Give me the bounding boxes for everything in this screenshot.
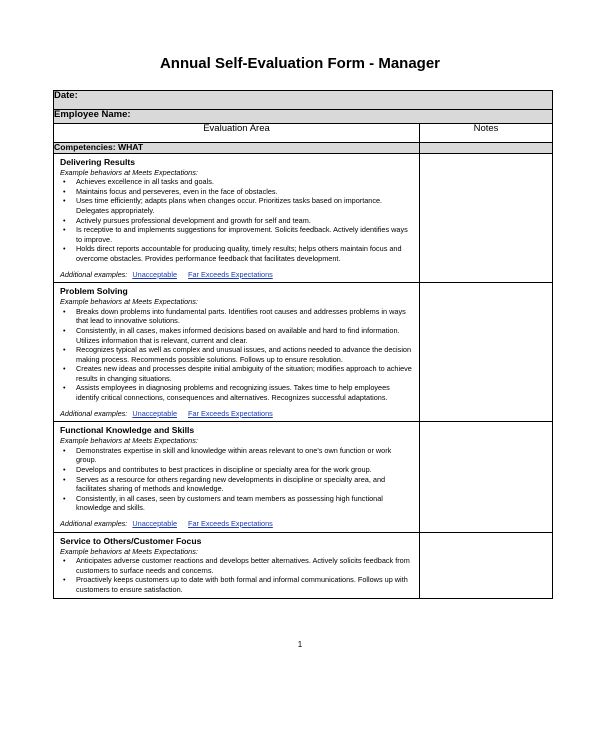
list-item: • Recognizes typical as well as complex and unusual issues, and actions needed to advance the decision making process. Recommends possible solutions. Follows up to ensure resolution. [76, 345, 413, 364]
unacceptable-link[interactable]: Unacceptable [132, 519, 177, 528]
date-field[interactable] [54, 91, 553, 110]
far-exceeds-link[interactable]: Far Exceeds Expectations [188, 408, 273, 418]
notes-header: Notes [420, 124, 553, 143]
column-header-row [54, 124, 553, 143]
notes-cell[interactable] [420, 422, 553, 532]
list-item: • Creates new ideas and processes despite initial ambiguity of the situation; modifies approach to achieve results in changing situations. [76, 364, 413, 383]
section-intro: Example behaviors at Meets Expectations: [60, 546, 198, 556]
list-item: • Holds direct reports accountable for producing quality, timely results; helps others maintain focus and overcome obstacles. Provides performance feedback that facilitates development. [76, 244, 413, 263]
page-number: 1 [297, 640, 303, 649]
date-label: Date: [54, 90, 78, 101]
additional-examples-label: Additional examples: [60, 519, 128, 528]
far-exceeds-link[interactable]: Far Exceeds Expectations [188, 269, 273, 279]
list-item: • Consistently, in all cases, makes informed decisions based on available and hard to find information. Utilizes information that is relevant, current and clear. [76, 326, 413, 345]
competencies-row [54, 143, 553, 154]
additional-examples-label: Additional examples: [60, 269, 128, 279]
unacceptable-link[interactable]: Unacceptable [132, 408, 177, 418]
list-item: • Achieves excellence in all tasks and goals. [76, 177, 413, 187]
competencies-label: Competencies: WHAT [54, 143, 420, 154]
additional-examples [60, 409, 413, 419]
list-item: • Anticipates adverse customer reactions and develops better alternatives. Actively solicits feedback from customers to surface needs and concerns. [76, 556, 413, 575]
competencies-notes [420, 143, 553, 154]
form-title: Annual Self-Evaluation Form - Manager [159, 55, 441, 72]
unacceptable-link[interactable]: Unacceptable [132, 269, 177, 279]
section-intro: Example behaviors at Meets Expectations: [60, 167, 198, 177]
list-item: • Actively pursues professional development and growth for self and team. [76, 216, 413, 226]
behavior-list [60, 177, 413, 263]
section-title: Delivering Results [60, 156, 135, 167]
notes-cell[interactable] [420, 153, 553, 283]
section-content [54, 153, 420, 283]
list-item: • Uses time efficiently; adapts plans when changes occur. Prioritizes tasks based on importance. Delegates appropriately. [76, 196, 413, 215]
section-title: Problem Solving [60, 286, 128, 297]
section-content [54, 532, 420, 598]
evaluation-area-header: Evaluation Area [54, 124, 420, 143]
section-service-to-others [54, 532, 553, 598]
additional-examples [60, 519, 413, 529]
far-exceeds-link[interactable]: Far Exceeds Expectations [188, 519, 273, 528]
list-item: • Is receptive to and implements suggestions for improvement. Solicits feedback. Actively identifies ways to improve. [76, 225, 413, 244]
behavior-list [60, 556, 413, 594]
employee-name-field[interactable] [54, 110, 553, 124]
section-delivering-results [54, 153, 553, 283]
list-item: • Breaks down problems into fundamental parts. Identifies root causes and addresses problems in ways that lead to innovative solutions. [76, 307, 413, 326]
section-intro: Example behaviors at Meets Expectations: [60, 297, 198, 307]
list-item: • Develops and contributes to best practices in discipline or specialty area for the work group. [76, 465, 413, 475]
list-item: • Consistently, in all cases, seen by customers and team members as possessing high functional knowledge and skills. [76, 494, 413, 513]
additional-examples-label: Additional examples: [60, 408, 128, 418]
list-item: • Maintains focus and perseveres, even in the face of obstacles. [76, 187, 413, 197]
evaluation-table [53, 90, 553, 599]
notes-cell[interactable] [420, 283, 553, 422]
section-title: Functional Knowledge and Skills [60, 425, 195, 436]
employee-name-label: Employee Name: [54, 109, 131, 120]
section-problem-solving [54, 283, 553, 422]
list-item: • Serves as a resource for others regarding new developments in discipline or specialty area, and facilitates sharing of methods and knowledge. [76, 475, 413, 494]
section-content [54, 283, 420, 422]
notes-cell[interactable] [420, 532, 553, 598]
section-functional-knowledge [54, 422, 553, 532]
behavior-list [60, 446, 413, 513]
section-intro: Example behaviors at Meets Expectations: [60, 436, 198, 446]
list-item: • Demonstrates expertise in skill and knowledge within areas relevant to one's own function or work group. [76, 446, 413, 465]
section-title: Service to Others/Customer Focus [60, 535, 202, 546]
date-row [54, 91, 553, 110]
list-item: • Assists employees in diagnosing problems and recognizing issues. Takes time to help employees identify critical connections, consequences and alternatives. Recognizes successful adaptations. [76, 383, 413, 402]
employee-name-row [54, 110, 553, 124]
behavior-list [60, 307, 413, 403]
list-item: • Proactively keeps customers up to date with both formal and informal communications. Follows up with customers to ensure satisfaction. [76, 575, 413, 594]
additional-examples [60, 270, 413, 280]
section-content [54, 422, 420, 532]
